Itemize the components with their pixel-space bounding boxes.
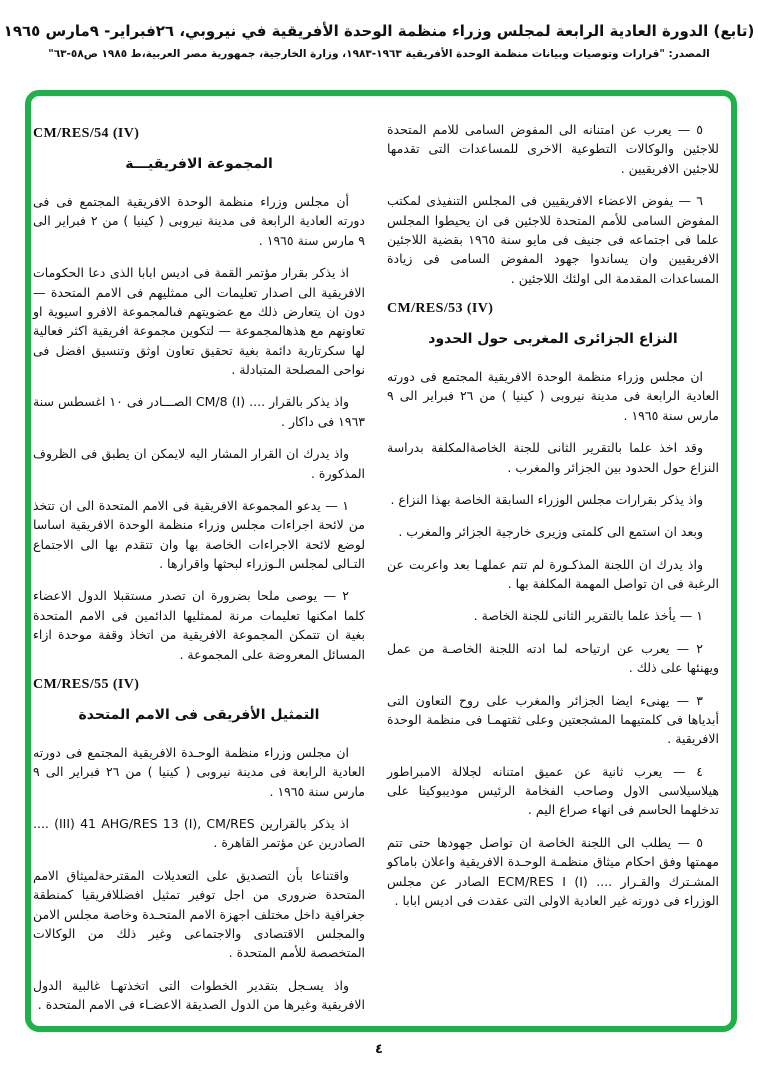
paragraph: ٢ — يعرب عن ارتياحه لما ادته اللجنة الخاصـة من عمل ويهنئها على ذلك . — [387, 640, 719, 676]
paragraph: وقد اخذ علما بالتقرير الثانى للجنة الخاصةالمكلفة بدراسة النزاع حول الحدود بين الجزائر والمغرب . — [387, 440, 719, 475]
resolution-code: CM/RES/55 (IV) — [33, 676, 140, 692]
paragraph: واذ يذكر بقرارات مجلس الوزراء السابقة الخاصة بهذا النزاع . — [390, 491, 703, 507]
resolution-code: CM/RES/54 (IV) — [33, 126, 140, 141]
page-header — [0, 22, 758, 60]
resolution-title: النزاع الجزائرى المغربى حول الحدود — [428, 331, 678, 347]
paragraph: ٢ — يوصى ملحا بضرورة ان تصدر مستقبلا الدول الاعضاء كلما امكنها تعليمات مرنة لممثليها الدائمين فى الامم المتحدة بغية ان تتمكن المجموعة الافريقية من اتخاذ وقفة موحدة ازاء المسائل المعروضة على المجموعة . — [33, 588, 365, 662]
paragraph: ٥ — يطلب الى اللجنة الخاصة ان تواصل جهودها حتى تتم مهمتها وفق احكام ميثاق منظمـة الوحـدة الافريقية واعلان باماكو المشـترك والقـرار .... ECM/RES I (I) الصادر عن مجلس الوزراء فى دورته غير العادية الاولى التى عقدت فى اديس ابابا . — [387, 834, 719, 908]
paragraph: ان مجلس وزراء منظمة الوحـدة الافريقية المجتمع فى دورته العادية الرابعة فى مدينة نيروبى ( كينيا ) من ٢٦ فبراير الى ٩ مارس سنة ١٩٦٥ . — [33, 744, 365, 799]
paragraph: واقتناعا بأن التصديق على التعديلات المقترحةلميثاق الامم المتحدة ضرورى من اجل توفير تمثيل افضللافريقيا كمنطقة جغرافية داخل مختلف اجهزة الامم المتحـدة وخاصة مجلس الامن والمجلس الاقتصادى والاجتماعى وغير ذلك من الوكالات المتخصصة للأمم المتحدة . — [33, 867, 365, 961]
paragraph: ان مجلس وزراء منظمة الوحدة الافريقية المجتمع فى دورته العادية الرابعة فى مدينة نيروبى ( كينيا ) من ٢٦ فبراير الى ٩ مارس سنة ١٩٦٥ . — [387, 369, 719, 423]
content-frame — [25, 90, 737, 1032]
session-title: (تابع) الدورة العادية الرابعة لمجلس وزراء منظمة الوحدة الأفريقية في نيروبي، ٢٦فبراير- ٩مارس ١٩٦٥ — [3, 22, 755, 40]
resolution-code: CM/RES/53 (IV) — [387, 301, 494, 316]
paragraph: ١ — يدعو المجموعة الافريقية فى الامم المتحدة الى ان تتخذ من لائحة اجراءات مجلس وزراء منظمة الوحدة الافريقية اساسا لوضع لائحة الاجراءات الخاصة بها وان تتقدم بها الى الاجتماع التـالى لمجلس الـوزراء لبحثها واقرارها . — [33, 497, 365, 571]
column-left — [33, 120, 365, 1027]
resolution-title: المجموعة الافريقيـــة — [125, 156, 273, 172]
paragraph: ٦ — يفوض الاعضاء الافريقيين فى المجلس التنفيذى لمكتب المفوض السامى للأمم المتحدة للاجئين فى ان يحيطوا المجلس علما فى اجتماعه فى جنيف فى مايو سنة ١٩٦٥ بقضية اللاجئين الافريقيين وان يساندوا جهود المفوض السامى فى زيادة المساعدات المقدمة الى اولئك اللاجئين . — [387, 193, 719, 286]
paragraph: ٥ — يعرب عن امتنانه الى المفوض السامى للامم المتحدة للاجئين والوكالات التطوعية الاخرى للمساعدات التى تقدمها للاجئين الافريقيين . — [387, 122, 719, 176]
paragraph: ٣ — يهنىء ايضا الجزائر والمغرب على روح التعاون التى أبدياها فى كلمتيهما المشجعتين وعلى ثقتهمـا فى منظمة الوحدة الافريقية . — [387, 692, 719, 747]
paragraph: واذ يدرك ان القرار المشار اليه لايمكن ان يطبق فى الظروف المذكورة . — [33, 446, 365, 481]
resolution-title: التمثيل الأفريقى فى الامم المتحدة — [78, 706, 320, 723]
two-column-layout — [31, 96, 731, 1032]
paragraph: ١ — يأخذ علما بالتقرير الثانى للجنة الخاصة . — [473, 608, 703, 624]
column-right — [387, 120, 719, 1027]
paragraph: واذ يذكر بالقرار .... CM/8 (I) الصـــادر فى ١٠ اغسطس سنة ١٩٦٣ فى داكار . — [33, 394, 365, 429]
paragraph: أن مجلس وزراء منظمة الوحدة الافريقية المجتمع فى فى دورته العادية الرابعة فى مدينة نيروبى ( كينيا ) من ٢ فبراير الى ٩ مارس سنة ١٩٦٥ . — [33, 194, 365, 248]
page-number: ٤ — [375, 1042, 383, 1057]
source-line: المصدر: "قرارات وتوصيات وبيانات منظمة الوحدة الأفريقية ١٩٦٣-١٩٨٣، وزارة الخارجية، جمهورية مصر العربية،ط ١٩٨٥ ص٥٨-٦٣" — [48, 48, 710, 60]
paragraph: ٤ — يعرب ثانية عن عميق امتنانه لجلالة الامبراطور هيلاسيلاسى الاول وصاحب الفخامة الرئيس موديبوكيتا على تدخلهما الحاسم فى انهاء صراع اليم . — [387, 763, 719, 818]
paragraph: وبعد ان استمع الى كلمتى وزيرى خارجية الجزائر والمغرب . — [398, 524, 703, 540]
paragraph: واذ يسـجل بتقدير الخطوات التى اتخذتهـا غالبية الدول الافريقية وغيرها من الدول الصديقة الاعضـاء فى الامم المتحدة . — [33, 977, 365, 1012]
paragraph: اذ يذكر بالقرارين AHG/RES 13 (I), CM/RES ‏41 (III)‏ .... الصادرين عن مؤتمر القاهرة . — [33, 816, 365, 851]
paragraph: واذ يدرك ان اللجنة المذكـورة لم تتم عملهـا بعد واعربت عن الرغبة فى ان تواصل المهمة المكلفة بها . — [387, 556, 719, 591]
paragraph: اذ يذكر بقرار مؤتمر القمة فى اديس ابابا الذى دعا الحكومات الافريقية الى اصدار تعليمات الى ممثليهم فى الامم المتحدة — دون ان يتعارض ذلك مع عضويتهم فىالمجموعة الافرو اسيوية او تعاونهم مع هذهالمجموعة — لتكوين مجموعة افريقية اكثر فعالية لها سكرتارية دائمة بغية تحقيق تعاون اوثق وتنسيق افضل فى نواحى المصلحة المتبادلة . — [33, 265, 365, 377]
